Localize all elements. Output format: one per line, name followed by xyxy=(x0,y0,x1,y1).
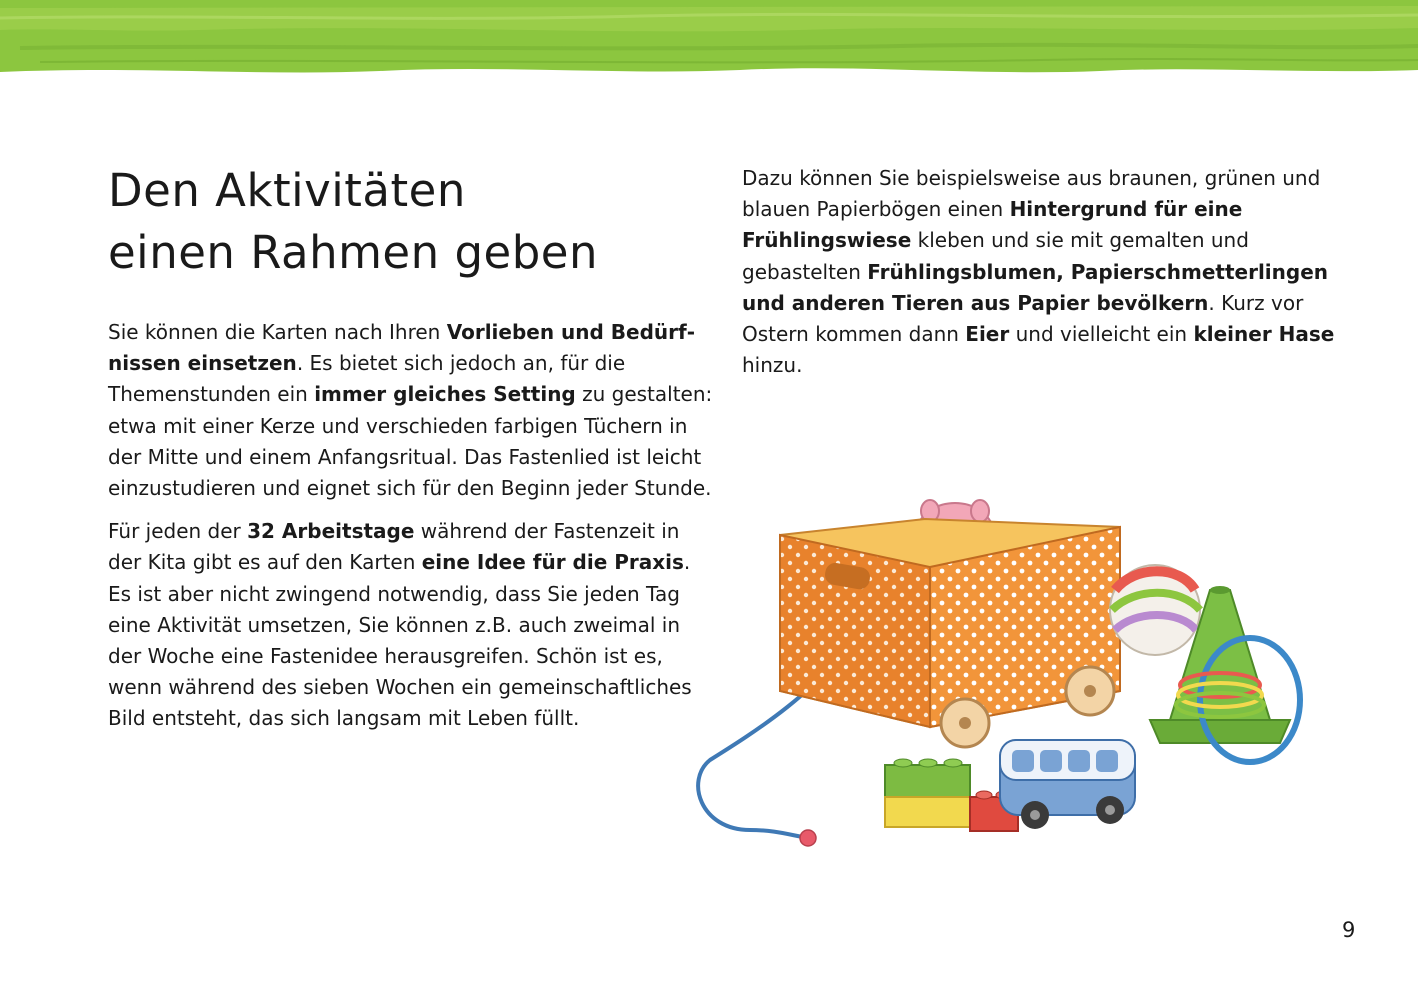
right-text-column xyxy=(742,163,1362,393)
left-text-column xyxy=(108,317,713,747)
emphasis-text: Hintergrund für eine Frühlingswiese xyxy=(742,197,1243,253)
paragraph-text: Sie können die Karten nach Ihren xyxy=(108,320,447,344)
page-title xyxy=(108,160,598,284)
paragraph-text: Dazu können Sie beispielsweise aus braunen, grünen und blauen Papierbögen einen xyxy=(742,166,1321,222)
toy-box-icon xyxy=(780,519,1120,747)
paragraph-text: . Kurz vor Ostern kommen dann xyxy=(742,290,1304,347)
paragraph-text: kleben und sie mit gemalten und gebastelten xyxy=(742,228,1249,284)
paragraph-text: während der Fastenzeit in der Kita gibt es auf den Karten xyxy=(108,519,680,575)
paragraph-settings xyxy=(108,317,713,504)
title-line-1: Den Aktivitäten xyxy=(108,164,466,217)
emphasis-text: Vorlieben und Bedürfnissen einsetzen xyxy=(108,320,696,376)
paragraph-workdays xyxy=(108,516,713,734)
paragraph-text: . Es ist aber nicht zwingend notwendig, dass Sie jeden Tag eine Aktivität umsetzen, Sie können z.B. auch zweimal in der Woche eine Fastenidee herausgreifen. Schön ist es, wenn während des sieben Wochen ein gemeinschaftliches Bild entsteht, das sich langsam mit Leben füllt. xyxy=(108,550,692,731)
toy-bus-icon xyxy=(1000,740,1135,829)
pull-string-bead-icon xyxy=(800,830,816,846)
building-brick-icon xyxy=(885,759,1018,831)
toys-illustration xyxy=(690,495,1310,865)
title-line-2: einen Rahmen geben xyxy=(108,226,598,279)
paragraph-text: hinzu. xyxy=(742,353,803,378)
emphasis-text: Eier xyxy=(965,322,1010,347)
emphasis-text: Frühlingsblumen, Papierschmetterlingen und anderen Tieren aus Papier bevölkern xyxy=(742,259,1329,315)
paragraph-text: zu gestalten: etwa mit einer Kerze und verschieden farbigen Tüchern in der Mitte und einem Anfangsritual. Das Fastenlied ist leicht einzustudieren und eignet sich für den Beginn jeder Stunde. xyxy=(108,382,713,501)
emphasis-text: kleiner Hase xyxy=(1193,322,1335,347)
green-brush-banner xyxy=(0,0,1418,80)
emphasis-text: immer gleiches Setting xyxy=(314,382,576,407)
paragraph-text: . Es bietet sich jedoch an, für die Themenstunden ein xyxy=(108,351,626,407)
paragraph-spring-meadow xyxy=(742,163,1362,381)
ball-icon xyxy=(1110,565,1200,655)
page-number: 9 xyxy=(1342,918,1356,942)
emphasis-text: 32 Arbeitstage xyxy=(247,519,415,544)
paragraph-text: Für jeden der xyxy=(108,519,248,544)
emphasis-text: eine Idee für die Praxis xyxy=(421,550,684,575)
paragraph-text: und vielleicht ein xyxy=(1009,322,1194,347)
